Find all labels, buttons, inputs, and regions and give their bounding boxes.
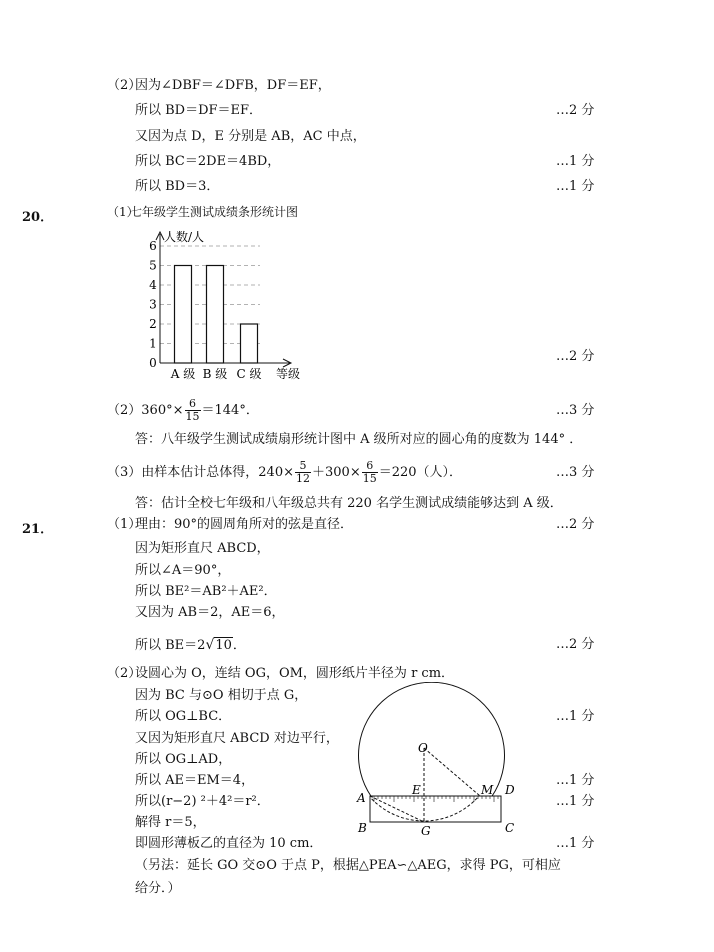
q20-part1-label: （1） xyxy=(107,205,139,219)
circle-arc xyxy=(359,682,505,796)
y-tick-label: 2 xyxy=(149,317,157,331)
y-axis-label: 人数/人 xyxy=(164,230,205,244)
q20-part2-points: …3 分 xyxy=(556,403,595,418)
geometry-figure xyxy=(350,682,525,842)
y-tick-label: 3 xyxy=(149,297,157,312)
bar-a xyxy=(175,266,192,364)
label-C: C xyxy=(505,821,515,835)
label-M: M xyxy=(481,783,494,797)
bar-chart xyxy=(140,226,310,386)
q21-line5: 又因为 AB＝2，AE＝6， xyxy=(135,605,285,620)
sqrt-sign: √ xyxy=(205,637,215,653)
q19-points-2: …2 分 xyxy=(556,103,595,118)
q21-m3: 所以 OG⊥BC． xyxy=(135,709,232,724)
q21-m6-points: …1 分 xyxy=(556,773,595,788)
y-tick-label: 1 xyxy=(149,336,157,351)
ruler-rectangle xyxy=(370,796,501,822)
q19-line1: 因为∠DBF＝∠DFB，DF＝EF， xyxy=(135,78,331,93)
q21-alt2: 给分．） xyxy=(135,881,181,896)
q19-points-1b: …1 分 xyxy=(556,179,595,194)
q19-line2: 所以 BD＝DF＝EF． xyxy=(135,103,263,118)
label-O: O xyxy=(418,741,428,755)
label-D: D xyxy=(505,783,515,797)
q21-m8: 解得 r＝5， xyxy=(135,815,206,830)
ruler-ticks xyxy=(374,796,498,802)
q21-m9: 即圆形薄板乙的直径为 10 cm． xyxy=(135,836,323,851)
q21-line1: 理由：90°的圆周角所对的弦是直径． xyxy=(135,517,354,532)
q20-part3-points: …3 分 xyxy=(556,465,595,480)
q20-chart-points: …2 分 xyxy=(556,349,595,364)
q19-line5: 所以 BD＝3． xyxy=(135,179,220,194)
q20-part2-fraction xyxy=(185,398,201,422)
line-AG xyxy=(370,796,424,822)
bar-b xyxy=(207,266,224,364)
q21-m9-points: …1 分 xyxy=(556,836,595,851)
q21-m7: 所以(r−2) ²＋4²＝r²． xyxy=(135,794,270,809)
fraction-numerator: 5 xyxy=(295,460,311,473)
q20-part3-expr-c: ＝220（人）． xyxy=(378,465,463,480)
q20-part3-answer: 答：估计全校七年级和八年级总共有 220 名学生测试成绩能够达到 A 级． xyxy=(135,496,563,511)
label-G: G xyxy=(421,824,431,838)
q19-line4: 所以 BC＝2DE＝4BD， xyxy=(135,154,281,169)
q20-part3-line xyxy=(107,457,462,489)
y-tick-label: 5 xyxy=(149,258,157,273)
q21-m1: 设圆心为 O，连结 OG，OM，圆形纸片半径为 r cm． xyxy=(135,666,455,681)
q20-part3-label: （3） xyxy=(107,465,142,480)
y-tick-label: 0 xyxy=(149,356,157,370)
q21-m2: 因为 BC 与⊙O 相切于点 G， xyxy=(135,688,308,703)
fraction-numerator: 6 xyxy=(362,460,378,473)
label-A: A xyxy=(357,791,366,805)
q21-line6 xyxy=(135,638,246,652)
label-B: B xyxy=(358,821,367,835)
y-tick-label: 4 xyxy=(149,278,157,292)
q19-line3: 又因为点 D，E 分别是 AB，AC 中点， xyxy=(135,129,366,144)
q21-alt1: （另法：延长 GO 交⊙O 于点 P，根据△PEA∽△AEG，求得 PG，可相应 xyxy=(135,858,561,873)
q20-part2-line xyxy=(107,395,259,427)
q20-part2-expr-a: 360°× xyxy=(141,403,184,418)
q20-part3-expr-a: 由样本估计总体得，240× xyxy=(141,465,294,480)
q21-line6-a: 所以 BE＝2 xyxy=(135,638,206,653)
q21-m4: 又因为矩形直尺 ABCD 对边平行， xyxy=(135,731,339,746)
q21-line3: 所以∠A＝90°， xyxy=(135,563,231,578)
q21-number: 21． xyxy=(22,522,54,537)
x-category-label: B 级 xyxy=(202,367,228,381)
line-OM xyxy=(424,748,480,796)
fraction-denominator: 15 xyxy=(362,472,377,485)
q20-part2-answer: 答：八年级学生测试成绩扇形统计图中 A 级所对应的圆心角的度数为 144° ． xyxy=(135,432,583,447)
q21-line4: 所以 BE²＝AB²＋AE²． xyxy=(135,584,277,599)
q20-part3-fraction-1 xyxy=(295,460,311,484)
x-category-label: C 级 xyxy=(236,367,262,381)
q21-line6-points: …2 分 xyxy=(556,637,595,652)
q21-m6: 所以 AE＝EM＝4， xyxy=(135,773,255,788)
q21-part2-label: （2） xyxy=(107,666,142,681)
q21-line2: 因为矩形直尺 ABCD， xyxy=(135,541,270,556)
fraction-denominator: 15 xyxy=(185,410,200,423)
q21-m7-points: …1 分 xyxy=(556,794,595,809)
q21-line6-b: ． xyxy=(232,638,246,653)
x-axis-label: 等级 xyxy=(276,367,301,381)
fraction-denominator: 12 xyxy=(296,472,310,485)
q20-part3-fraction-2 xyxy=(362,460,378,484)
q21-m3-points: …1 分 xyxy=(556,709,595,724)
q20-number: 20． xyxy=(22,210,54,225)
label-E: E xyxy=(412,783,421,797)
q21-line1-points: …2 分 xyxy=(556,517,595,532)
fraction-numerator: 6 xyxy=(185,398,201,411)
chart-title: 七年级学生测试成绩条形统计图 xyxy=(130,205,299,219)
sqrt-radicand: 10 xyxy=(215,638,232,653)
q19-part2-label: （2） xyxy=(107,78,142,93)
q20-part3-expr-b: ＋300× xyxy=(312,465,361,480)
y-tick-label: 6 xyxy=(149,239,157,253)
x-category-label: A 级 xyxy=(170,367,196,381)
q20-part2-expr-b: ＝144°． xyxy=(201,403,259,418)
q19-points-1a: …1 分 xyxy=(556,154,595,169)
q21-m5: 所以 OG⊥AD， xyxy=(135,752,232,767)
bar-c xyxy=(241,324,258,363)
q21-part1-label: （1） xyxy=(107,517,142,532)
q20-part2-label: （2） xyxy=(107,403,142,418)
